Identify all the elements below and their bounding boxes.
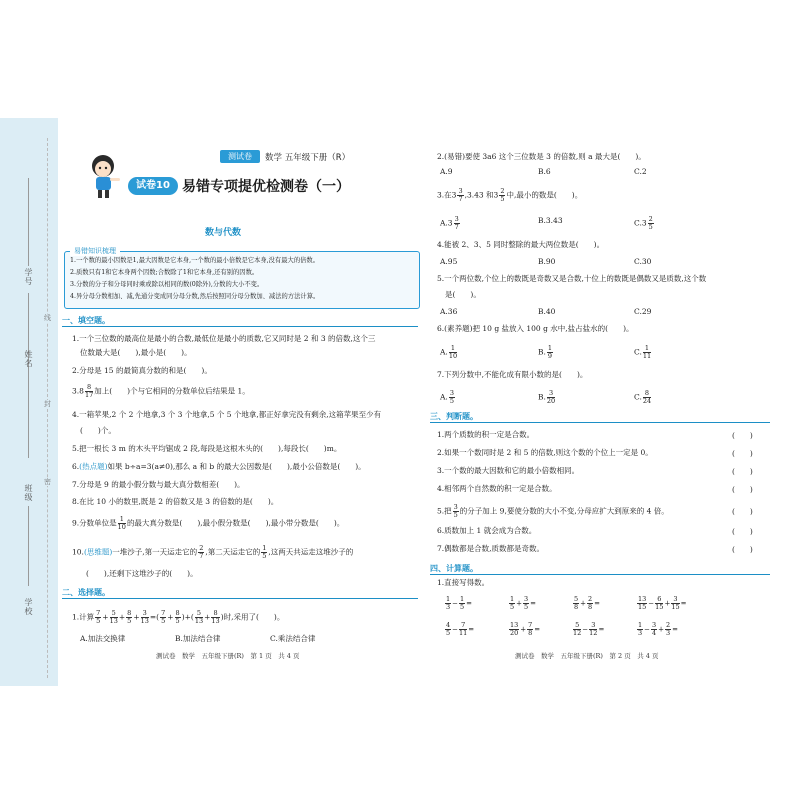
school-label: 学校 bbox=[24, 598, 33, 616]
knowledge-item: 4.异分母分数相加、减,先通分变成同分母分数,然后按照同分母分数加、减法的方法计算。 bbox=[70, 293, 320, 300]
footer-page-2: 测试卷 数学 五年级下册(R) 第 2 页 共 4 页 bbox=[515, 652, 659, 660]
question-10-line-2: ( ),还剩下这堆沙子的( )。 bbox=[86, 569, 198, 578]
binding-dash-line bbox=[47, 138, 48, 678]
footer-page-1: 测试卷 数学 五年级下册(R) 第 1 页 共 4 页 bbox=[156, 652, 300, 660]
question-4-line-2: ( )个。 bbox=[80, 426, 116, 435]
calc-item: $\frac{4}{5}$ − $\frac{7}{11}$ = bbox=[446, 621, 475, 637]
calc-item: $\frac{5}{8}$ + $\frac{2}{8}$ = bbox=[574, 595, 601, 611]
section-choice: 二、选择题。 bbox=[62, 588, 110, 597]
calc-item: $\frac{13}{20}$ + $\frac{7}{8}$ = bbox=[510, 621, 541, 637]
knowledge-item: 3.分数的分子和分母同时乘或除以相同的数(0除外),分数的大小不变。 bbox=[70, 281, 264, 288]
question-5: 5.把一根长 3 m 的木头平均锯成 2 段,每段是这根木头的( ),每段长( )m。 bbox=[72, 444, 342, 453]
calc-item: $\frac{5}{12}$ − $\frac{3}{12}$ = bbox=[573, 621, 605, 637]
choice-1-option-a: A.加法交换律 bbox=[80, 634, 126, 643]
class-line bbox=[28, 368, 29, 458]
option: C.3 $\frac{2}{5}$ bbox=[634, 215, 653, 231]
answer-paren[interactable]: ( ) bbox=[732, 449, 753, 458]
question-6: 6.(热点题)如果 b÷a=3(a≠0),那么 a 和 b 的最大公因数是( ),最小公倍数是( )。 bbox=[72, 462, 366, 471]
option: A.3 $\frac{3}{7}$ bbox=[440, 215, 459, 231]
option: A.95 bbox=[440, 257, 458, 266]
class-label: 班级 bbox=[24, 484, 33, 502]
question-9: 9.分数单位是 $\frac{1}{10}$ 的最大真分数是( ),最小假分数是( ),最小带分数是( )。 bbox=[72, 515, 345, 531]
question-r7: 7.下列分数中,不能化成有限小数的是( )。 bbox=[437, 370, 588, 379]
judge-5: 5.把 $\frac{3}{5}$ 的分子加上 9,要使分数的大小不变,分母应扩大到原来的 4 倍。 bbox=[437, 503, 669, 519]
student-no-label: 学号 bbox=[24, 268, 33, 286]
option: C.29 bbox=[634, 307, 652, 316]
paper-title: 易错专项提优检测卷（一） bbox=[182, 179, 350, 195]
option: A.9 bbox=[440, 167, 453, 176]
option: C.30 bbox=[634, 257, 652, 266]
answer-paren[interactable]: ( ) bbox=[732, 467, 753, 476]
calc-item: $\frac{1}{5}$ + $\frac{3}{5}$ = bbox=[510, 595, 537, 611]
option: B. $\frac{1}{9}$ bbox=[538, 344, 553, 360]
option: C.2 bbox=[634, 167, 647, 176]
section-rule bbox=[430, 422, 770, 423]
section-title: 数与代数 bbox=[205, 228, 242, 238]
question-7: 7.分母是 9 的最小假分数与最大真分数相差( )。 bbox=[72, 480, 245, 489]
question-r5-line-2: 是( )。 bbox=[445, 290, 481, 299]
school-line bbox=[28, 506, 29, 586]
answer-paren[interactable]: ( ) bbox=[732, 545, 753, 554]
question-r6: 6.(素养题)把 10 g 盐放入 100 g 水中,盐占盐水的( )。 bbox=[437, 324, 634, 333]
question-r4: 4.能被 2、3、5 同时整除的最大两位数是( )。 bbox=[437, 240, 605, 249]
question-3: 3.8 $\frac{8}{17}$ 加上( )个与它相同的分数单位后结果是 1。 bbox=[72, 383, 250, 399]
option: B.6 bbox=[538, 167, 551, 176]
subject-grade: 数学 五年级下册（R） bbox=[265, 153, 351, 163]
cartoon-boy-illustration bbox=[86, 152, 122, 200]
section-fill-in: 一、填空题。 bbox=[62, 316, 110, 325]
question-r3: 3.在3 $\frac{3}{7}$ ,3.43 和3 $\frac{2}{5}$ 中,最小的数是( )。 bbox=[437, 187, 583, 203]
judge-1: 1.两个质数的积一定是合数。 bbox=[437, 430, 535, 439]
question-10-line-1: 10.(思维题)一堆沙子,第一天运走它的 $\frac{2}{7}$ ,第二天运走它的 $\frac{1}{5}$ ,这两天共运走这堆沙子的 bbox=[72, 544, 354, 560]
name-label: 姓名 bbox=[24, 350, 33, 368]
option: A. $\frac{3}{5}$ bbox=[440, 389, 454, 405]
question-r2: 2.(易错)要使 3a6 这个三位数是 3 的倍数,则 a 最大是( )。 bbox=[437, 152, 646, 161]
option: B.3.43 bbox=[538, 216, 563, 225]
calc-item: $\frac{13}{15}$ − $\frac{6}{15}$ + $\frac{3}{15}$ = bbox=[638, 595, 687, 611]
question-1-line-2: 位数最大是( ),最小是( )。 bbox=[80, 348, 192, 357]
knowledge-item: 2.质数只有1和它本身两个因数;合数除了1和它本身,还有别的因数。 bbox=[70, 269, 259, 276]
bind-word-1: 线 bbox=[44, 314, 51, 322]
option: B.90 bbox=[538, 257, 556, 266]
question-2: 2.分母是 15 的最简真分数的和是( )。 bbox=[72, 366, 212, 375]
section-rule bbox=[62, 326, 418, 327]
judge-6: 6.质数加上 1 就会成为合数。 bbox=[437, 526, 537, 535]
judge-4: 4.相邻两个自然数的积一定是合数。 bbox=[437, 484, 557, 493]
bind-word-3: 密 bbox=[44, 478, 51, 486]
calc-item: $\frac{1}{3}$ − $\frac{3}{4}$ + $\frac{2}{3}$ = bbox=[638, 621, 679, 637]
answer-paren[interactable]: ( ) bbox=[732, 485, 753, 494]
choice-1-option-c: C.乘法结合律 bbox=[270, 634, 316, 643]
bind-word-2: 封 bbox=[44, 400, 51, 408]
question-8: 8.在比 10 小的数里,既是 2 的倍数又是 3 的倍数的是( )。 bbox=[72, 497, 279, 506]
question-r5-line-1: 5.一个两位数,个位上的数既是奇数又是合数,十位上的数既是偶数又是质数,这个数 bbox=[437, 274, 707, 283]
knowledge-box-title: 易错知识梳理 bbox=[70, 246, 120, 256]
option: B. $\frac{3}{20}$ bbox=[538, 389, 556, 405]
section-rule bbox=[62, 598, 418, 599]
answer-paren[interactable]: ( ) bbox=[732, 507, 753, 516]
judge-2: 2.如果一个数同时是 2 和 5 的倍数,则这个数的个位上一定是 0。 bbox=[437, 448, 653, 457]
choice-1: 1.计算 $\frac{7}{5}$ + $\frac{5}{13}$ + $\frac{8}{5}$ + $\frac{3}{13}$ =( $\frac{7}{5}$ + $\frac{8}{5}$ )+( $\frac{5}{13}$ + $\frac{8}{13}$ )时,采用了( )。 bbox=[72, 609, 285, 625]
option: B.40 bbox=[538, 307, 556, 316]
answer-paren[interactable]: ( ) bbox=[732, 527, 753, 536]
judge-7: 7.偶数都是合数,质数都是奇数。 bbox=[437, 544, 545, 553]
student-no-line bbox=[28, 178, 29, 266]
judge-3: 3.一个数的最大因数和它的最小倍数相同。 bbox=[437, 466, 580, 475]
section-judge: 三、判断题。 bbox=[430, 412, 478, 421]
answer-paren[interactable]: ( ) bbox=[732, 431, 753, 440]
paper-number-badge: 试卷10 bbox=[128, 177, 178, 195]
question-4-line-1: 4.一箱苹果,2 个 2 个地拿,3 个 3 个地拿,5 个 5 个地拿,都正好拿完没有剩余,这箱苹果至少有 bbox=[72, 410, 382, 419]
calc-item: $\frac{1}{3}$ − $\frac{1}{5}$ = bbox=[446, 595, 473, 611]
section-rule bbox=[430, 574, 770, 575]
option: A. $\frac{1}{10}$ bbox=[440, 344, 458, 360]
section-calc: 四、计算题。 bbox=[430, 564, 478, 573]
option: C. $\frac{8}{24}$ bbox=[634, 389, 652, 405]
option: C. $\frac{1}{11}$ bbox=[634, 344, 652, 360]
option: A.36 bbox=[440, 307, 458, 316]
test-badge: 测试卷 bbox=[220, 150, 260, 163]
question-1-line-1: 1.一个三位数的最高位是最小的合数,最低位是最小的质数,它又同时是 2 和 3 的倍数,这个三 bbox=[72, 334, 376, 343]
knowledge-item: 1.一个数的最小因数是1,最大因数是它本身,一个数的最小倍数是它本身,没有最大的倍数。 bbox=[70, 257, 320, 264]
binding-sidebar bbox=[0, 118, 58, 686]
calc-intro: 1.直接写得数。 bbox=[437, 578, 490, 587]
choice-1-option-b: B.加法结合律 bbox=[175, 634, 221, 643]
